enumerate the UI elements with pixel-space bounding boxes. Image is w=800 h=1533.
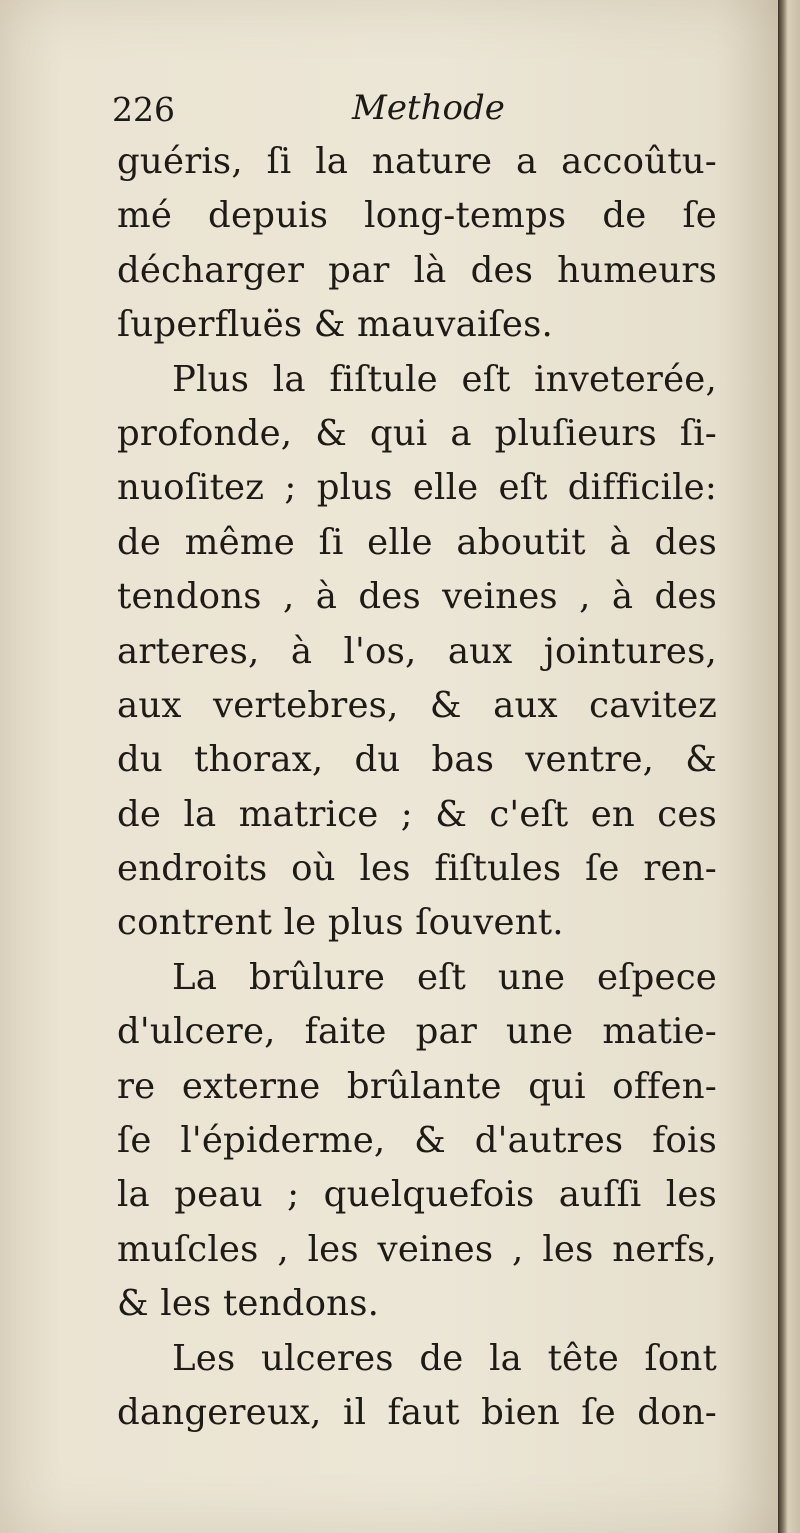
text-line: nuoſitez ; plus elle eſt difficile: xyxy=(117,467,717,509)
text-line: guéris, ſi la nature a accoûtu- xyxy=(117,141,717,182)
text-line: endroits où les fiſtules ſe ren- xyxy=(117,848,717,890)
text-line: mé depuis long-temps de ſe xyxy=(117,195,717,237)
text-line: la peau ; quelquefois auſſi les xyxy=(117,1174,717,1216)
text-line: & les tendons. xyxy=(117,1283,380,1325)
text-line: ſuperfluës & mauvaiſes. xyxy=(117,304,553,346)
body-text xyxy=(117,135,717,1440)
text-line: aux vertebres, & aux cavitez xyxy=(117,684,717,726)
text-line: arteres, à l'os, aux jointures, xyxy=(117,630,717,672)
text-line: dangereux, il faut bien ſe don- xyxy=(117,1391,717,1433)
text-line: Les ulceres de la tête ſont xyxy=(172,1337,717,1379)
book-gutter xyxy=(778,0,800,1533)
running-title: Methode xyxy=(352,88,505,128)
text-line: re externe brûlante qui offen- xyxy=(117,1065,717,1107)
page-header xyxy=(112,86,712,136)
text-line: tendons , à des veines , à des xyxy=(117,576,717,618)
text-line: du thorax, du bas ventre, & xyxy=(117,739,717,781)
text-line: muſcles , les veines , les nerfs, xyxy=(117,1228,717,1270)
text-line: La brûlure eſt une eſpece xyxy=(172,956,717,998)
text-line: de la matrice ; & c'eſt en ces xyxy=(117,793,717,835)
text-line: d'ulcere, faite par une matie- xyxy=(117,1011,717,1053)
text-line: décharger par là des humeurs xyxy=(117,249,717,291)
text-line: profonde, & qui a pluſieurs ſi- xyxy=(117,412,717,454)
text-line: contrent le plus ſouvent. xyxy=(117,902,564,944)
text-line: Plus la fiſtule eſt inveterée, xyxy=(172,358,717,400)
text-line: ſe l'épiderme, & d'autres fois xyxy=(117,1120,717,1162)
text-line: de même ſi elle aboutit à des xyxy=(117,521,717,563)
page-number: 226 xyxy=(112,90,175,129)
